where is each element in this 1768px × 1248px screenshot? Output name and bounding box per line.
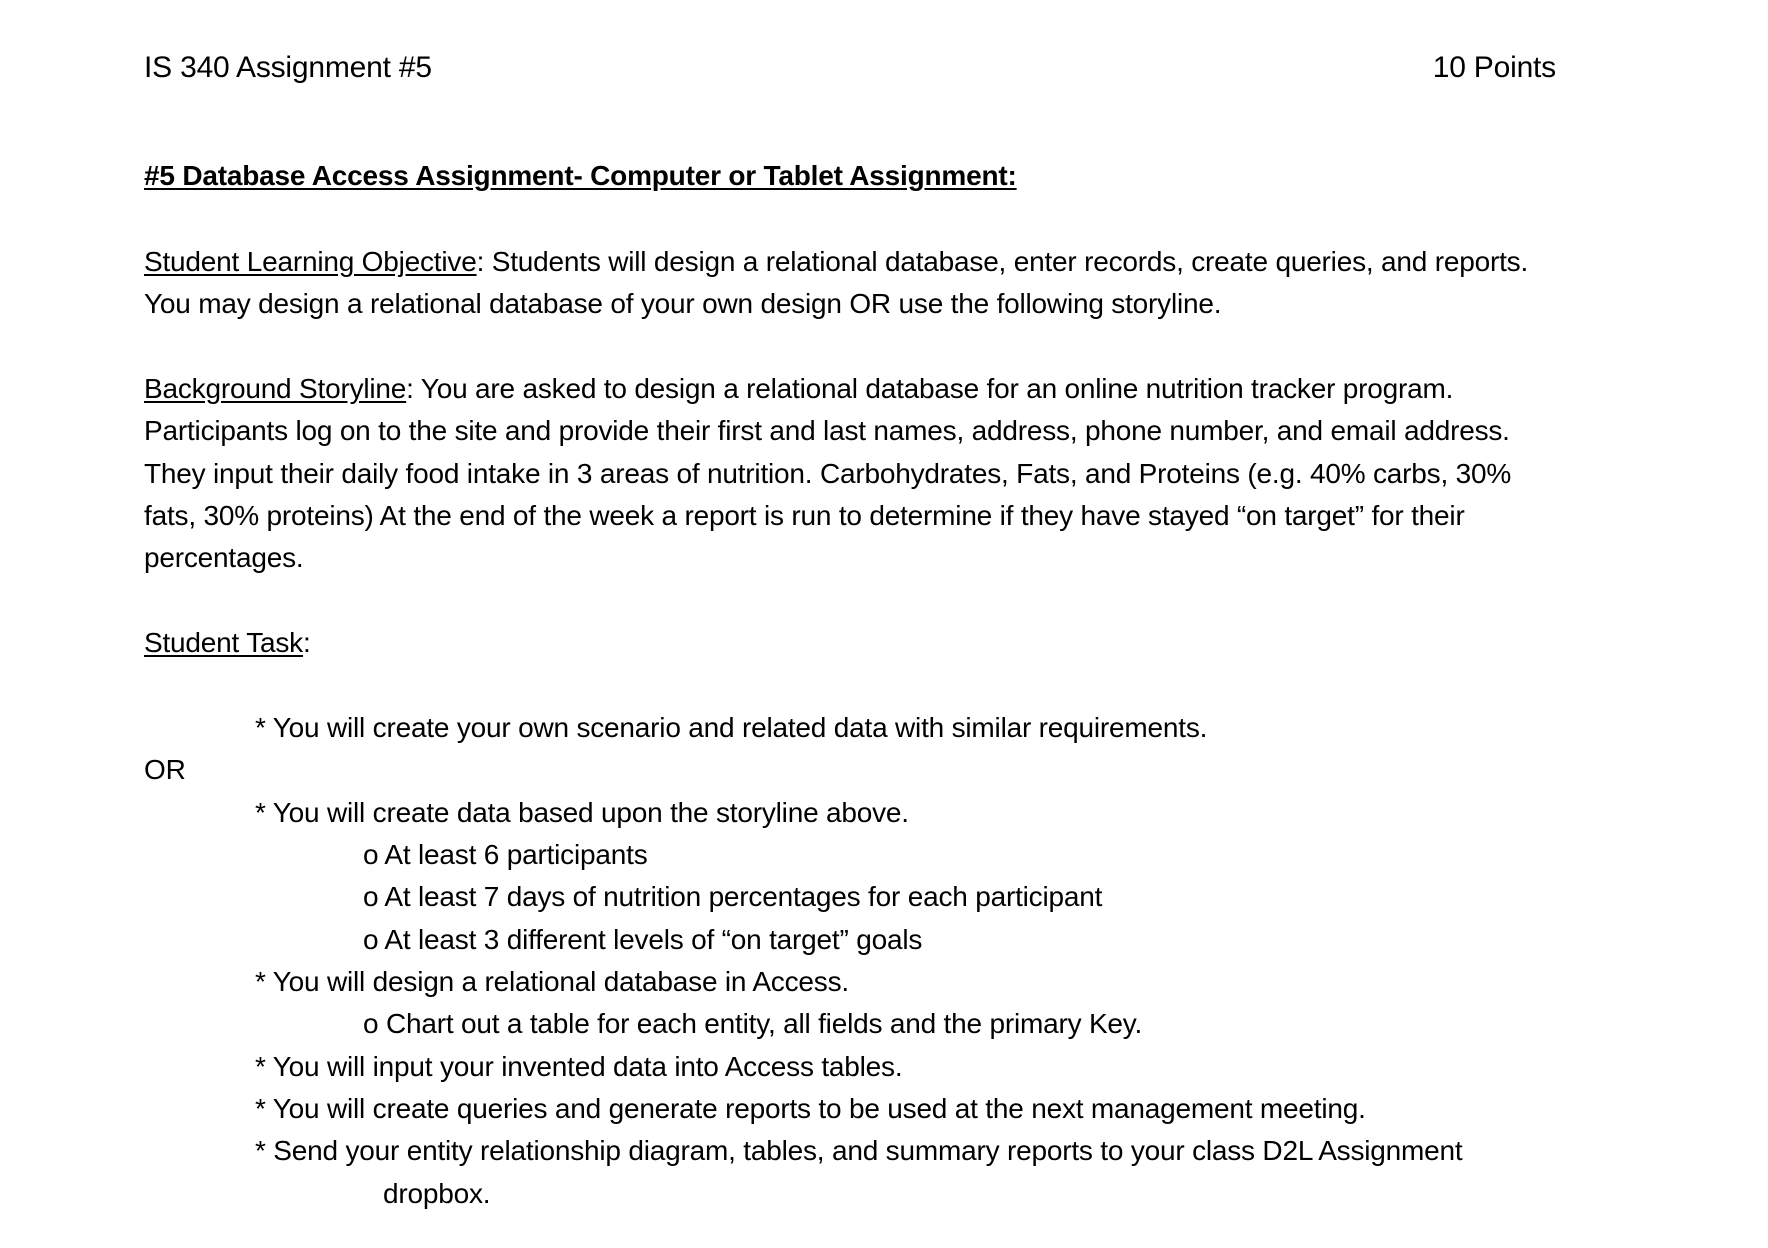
background-text-3: They input their daily food intake in 3 areas of nutrition. Carbohydrates, Fats, and Proteins (e.g. 40% carbs, 30% — [144, 458, 1512, 489]
or-separator: OR — [144, 754, 186, 785]
task-item-6-continuation: dropbox. — [383, 1178, 491, 1209]
background-paragraph-line-1 — [144, 373, 1453, 405]
background-text-2: Participants log on to the site and provide their first and last names, address, phone number, and email address. — [144, 415, 1510, 446]
objective-text-1: : Students will design a relational database, enter records, create queries, and reports. — [476, 246, 1529, 277]
background-label: Background Storyline — [144, 373, 407, 404]
task-item-1: * You will create your own scenario and related data with similar requirements. — [255, 712, 1208, 743]
task-colon: : — [302, 627, 311, 658]
task-subitem-3a: o Chart out a table for each entity, all fields and the primary Key. — [363, 1008, 1143, 1039]
task-subitem-2b: o At least 7 days of nutrition percentages for each participant — [363, 881, 1103, 912]
task-label: Student Task — [144, 627, 303, 658]
objective-text-2: You may design a relational database of your own design OR use the following storyline. — [144, 288, 1222, 319]
background-text-1: : You are asked to design a relational database for an online nutrition tracker program. — [406, 373, 1454, 404]
task-subitem-2c: o At least 3 different levels of “on target” goals — [363, 924, 923, 955]
task-item-2: * You will create data based upon the storyline above. — [255, 797, 909, 828]
task-item-3: * You will design a relational database in Access. — [255, 966, 849, 997]
background-text-4: fats, 30% proteins) At the end of the week a report is run to determine if they have stayed “on target” for their — [144, 500, 1465, 531]
objective-label: Student Learning Objective — [144, 246, 477, 277]
points-header: 10 Points — [1432, 51, 1556, 84]
task-heading — [144, 627, 311, 659]
task-subitem-2a: o At least 6 participants — [363, 839, 648, 870]
assignment-title: #5 Database Access Assignment- Computer or Tablet Assignment: — [144, 160, 1017, 191]
task-item-6: * Send your entity relationship diagram, tables, and summary reports to your class D2L Assignment — [255, 1135, 1463, 1166]
course-header: IS 340 Assignment #5 — [144, 51, 432, 84]
background-text-5: percentages. — [144, 542, 304, 573]
task-item-4: * You will input your invented data into Access tables. — [255, 1051, 903, 1082]
task-item-5: * You will create queries and generate reports to be used at the next management meeting. — [255, 1093, 1366, 1124]
objective-paragraph-line-1 — [144, 246, 1528, 278]
